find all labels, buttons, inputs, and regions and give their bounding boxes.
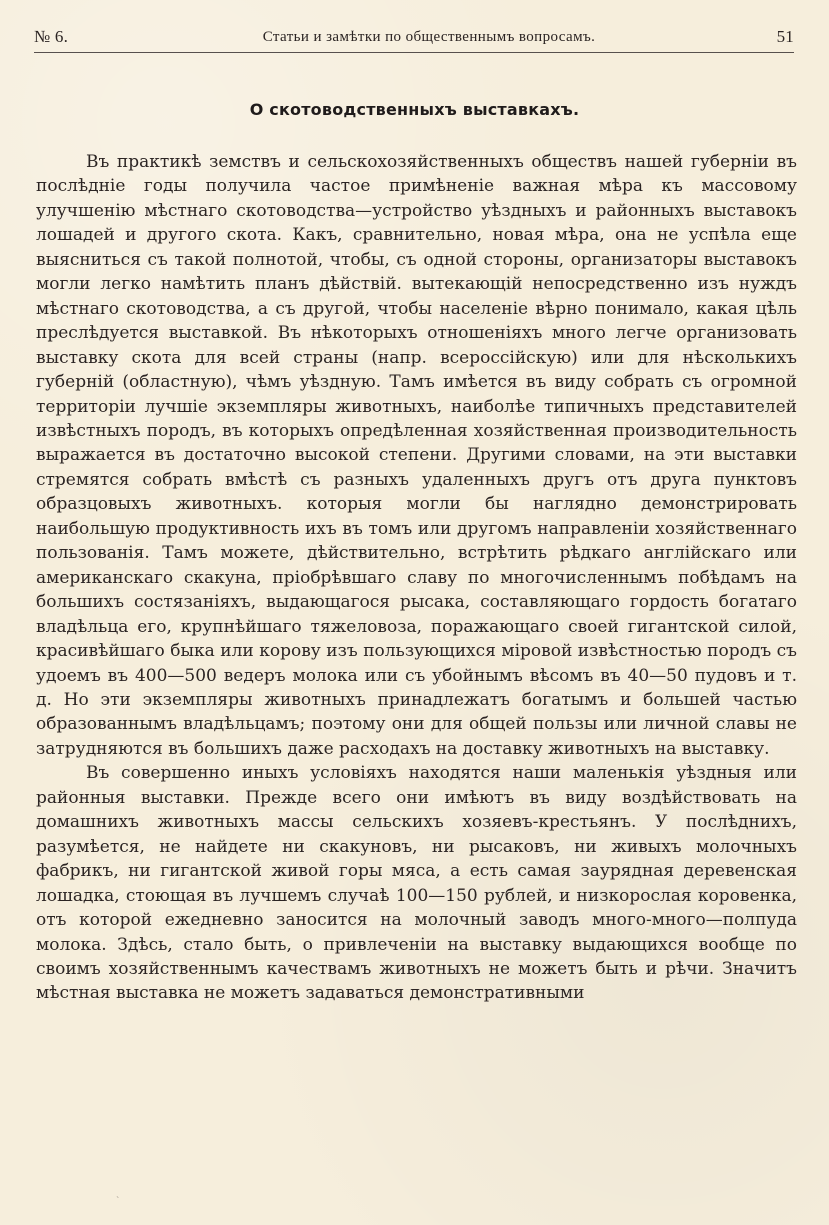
article-title: О скотоводственныхъ выставкахъ.	[249, 100, 580, 119]
section-title: Статьи и замѣтки по общественнымъ вопросамъ.	[262, 28, 596, 45]
article-body	[36, 150, 797, 1006]
issue-number: № 6.	[34, 27, 69, 46]
header-rule	[34, 52, 794, 53]
page-number: 51	[776, 27, 794, 46]
running-header	[34, 22, 794, 52]
paper-mark: ˴	[116, 1191, 120, 1202]
paragraph-2: Въ совершенно иныхъ условіяхъ находятся наши маленькія уѣздныя или районныя выставки. Прежде всего они имѣютъ въ виду воздѣйствовать на домашнихъ животныхъ массы сельскихъ хозяевъ-крестьянъ. У послѣднихъ, разумѣется, не найдете ни скакуновъ, ни рысаковъ, ни живыхъ молочныхъ фабрикъ, ни гигантской живой горы мяса, а есть самая заурядная деревенская лошадка, стоющая въ лучшемъ случаѣ 100—150 рублей, и низкорослая коровенка, отъ которой ежедневно заносится на молочный заводъ много-много—полпуда молока. Здѣсь, стало быть, о привлеченіи на выставку выдающихся вообще по своимъ хозяйственнымъ качествамъ животныхъ не можетъ быть и рѣчи. Значитъ мѣстная выставка не можетъ задаваться демонстративными	[36, 763, 797, 1004]
paragraph-1: Въ практикѣ земствъ и сельскохозяйственныхъ обществъ нашей губерніи въ послѣдніе годы получила частое примѣненіе важная мѣра къ массовому улучшенію мѣстнаго скотоводства—устройство уѣздныхъ и районныхъ выставокъ лошадей и другого скота. Какъ, сравнительно, новая мѣра, она не успѣла еще выясниться съ такой полнотой, чтобы, съ одной стороны, организаторы выставокъ могли легко намѣтить планъ дѣйствій. вытекающій непосредственно изъ нуждъ мѣстнаго скотоводства, а съ другой, чтобы населеніе вѣрно понимало, какая цѣль преслѣдуется выставкой. Въ нѣкоторыхъ отношеніяхъ много легче организовать выставку скота для всей страны (напр. всероссійскую) или для нѣсколькихъ губерній (областную), чѣмъ уѣздную. Тамъ имѣется въ виду собрать съ огромной территоріи лучшіе экземпляры животныхъ, наиболѣе типичныхъ представителей извѣстныхъ породъ, въ которыхъ опредѣленная хозяйственная производительность выражается въ достаточно высокой степени. Другими словами, на эти выставки стремятся собрать вмѣстѣ съ разныхъ удаленныхъ другъ отъ друга пунктовъ образцовыхъ животныхъ. которыя могли бы наглядно демонстрировать наибольшую продуктивность ихъ въ томъ или другомъ направленіи хозяйственнаго пользованія. Тамъ можете, дѣйствительно, встрѣтить рѣдкаго англійскаго или американскаго скакуна, пріобрѣвшаго славу по многочисленнымъ побѣдамъ на большихъ состязаніяхъ, выдающагося рысака, составляющаго гордость богатаго владѣльца его, крупнѣйшаго тяжеловоза, поражающаго своей гигантской силой, красивѣйшаго быка или корову изъ пользующихся міровой извѣстностью породъ съ удоемъ въ 400—500 ведеръ молока или съ убойнымъ вѣсомъ въ 40—50 пудовъ и т. д. Но эти экземпляры животныхъ принадлежатъ богатымъ и большей частью образованнымъ владѣльцамъ; поэтому они для общей пользы или личной славы не затрудняются въ большихъ даже расходахъ на доставку животныхъ на выставку.	[36, 152, 797, 759]
